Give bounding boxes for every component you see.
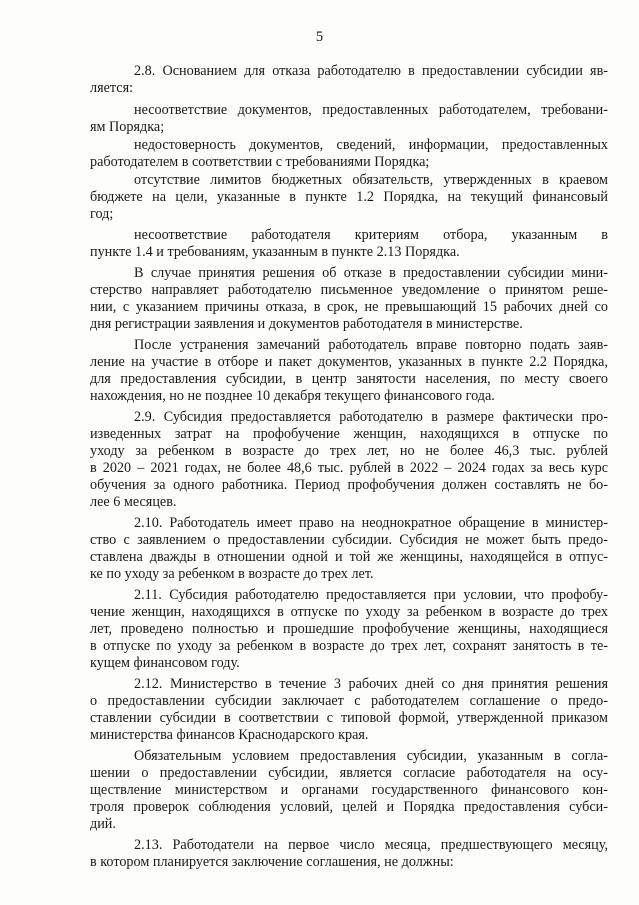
text-line: дня регистрации заявления и документов работодателя в министерстве. xyxy=(90,316,523,332)
text-line: ставлении субсидии в соответствии с типовой формой, утвержденной приказом xyxy=(90,710,608,726)
text-line: пункте 1.4 и требованиям, указанным в пункте 2.13 Порядка. xyxy=(90,244,460,260)
text-line: нахождения, но не позднее 10 декабря текущего финансового года. xyxy=(90,388,495,404)
text-line: лет, проведено полностью и прошедшие профобучение женщины, находящиеся xyxy=(90,621,608,637)
text-line: работодателем в соответствии с требованиями Порядка; xyxy=(90,154,430,170)
text-line: ществление министерством и органами государственного финансового кон- xyxy=(90,782,608,798)
text-line: стерство направляет работодателю письменное уведомление о принятом реше- xyxy=(90,282,608,298)
text-line: 2.9. Субсидия предоставляется работодателю в размере фактически про- xyxy=(134,409,608,425)
text-line: 2.12. Министерство в течение 3 рабочих дней со дня принятия решения xyxy=(134,676,608,692)
text-line: год; xyxy=(90,206,114,222)
text-line: недостоверность документов, сведений, информации, предоставленных xyxy=(134,137,608,153)
text-line: несоответствие документов, предоставленных работодателем, требовани- xyxy=(134,102,608,118)
text-line: министерства финансов Краснодарского края. xyxy=(90,727,369,743)
page-number: 5 xyxy=(315,29,324,45)
text-line: шении о предоставлении субсидии, является согласие работодателя на осу- xyxy=(90,765,608,781)
text-line: ставлена дважды в отношении одной и той же женщины, находящейся в отпус- xyxy=(90,549,608,565)
text-line: отсутствие лимитов бюджетных обязательств, утвержденных в краевом xyxy=(134,172,608,188)
text-line: о предоставлении субсидии заключает с работодателем соглашение о предо- xyxy=(90,693,608,709)
text-line: 2.11. Субсидия работодателю предоставляется при условии, что профобу- xyxy=(134,587,608,603)
text-line: нии, с указанием причины отказа, в срок, не превышающий 15 рабочих дней со xyxy=(90,299,608,315)
text-line: лее 6 месяцев. xyxy=(90,494,177,510)
text-line: бюджете на цели, указанные в пункте 1.2 Порядка, на текущий финансовый xyxy=(90,189,608,205)
text-line: обучения за одного работника. Период профобучения должен составлять не бо- xyxy=(90,477,608,493)
text-line: кущем финансовом году. xyxy=(90,655,240,671)
text-line: ям Порядка; xyxy=(90,119,165,135)
text-line: в отпуске по уходу за ребенком в возрасте до трех лет, сохранят занятость в те- xyxy=(90,638,608,654)
text-line: для предоставления субсидии, в центр занятости населения, по месту своего xyxy=(90,371,608,387)
text-line: ство с заявлением о предоставлении субсидии. Субсидия не может быть предо- xyxy=(90,532,608,548)
text-line: троля проверок соблюдения условий, целей и Порядка предоставления субси- xyxy=(90,799,608,815)
text-line: в 2020 – 2021 годах, не более 48,6 тыс. рублей в 2022 – 2024 годах за весь курс xyxy=(90,460,608,476)
text-line: Обязательным условием предоставления субсидии, указанным в согла- xyxy=(134,748,608,764)
text-line: в котором планируется заключение соглашения, не должны: xyxy=(90,854,454,870)
text-line: ке по уходу за ребенком в возрасте до трех лет. xyxy=(90,566,374,582)
text-line: 2.8. Основанием для отказа работодателю в предоставлении субсидии яв- xyxy=(134,63,608,79)
text-line: чение женщин, находящихся в отпуске по уходу за ребенком в возрасте до трех xyxy=(90,604,608,620)
text-line: уходу за ребенком в возрасте до трех лет, но не более 46,3 тыс. рублей xyxy=(90,443,608,459)
text-line: ляется: xyxy=(90,80,134,96)
text-line: изведенных затрат на профобучение женщин, находящихся в отпуске по xyxy=(90,426,608,442)
text-line: В случае принятия решения об отказе в предоставлении субсидии мини- xyxy=(134,265,608,281)
text-line: ление на участие в отборе и пакет документов, указанных в пункте 2.2 Порядка, xyxy=(90,354,608,370)
text-line: 2.13. Работодатели на первое число месяца, предшествующего месяцу, xyxy=(134,837,608,853)
text-line: несоответствие работодателя критериям отбора, указанным в xyxy=(134,227,608,243)
text-line: 2.10. Работодатель имеет право на неоднократное обращение в министер- xyxy=(134,515,608,531)
text-line: дий. xyxy=(90,816,116,832)
text-line: После устранения замечаний работодатель вправе повторно подать заяв- xyxy=(134,337,608,353)
